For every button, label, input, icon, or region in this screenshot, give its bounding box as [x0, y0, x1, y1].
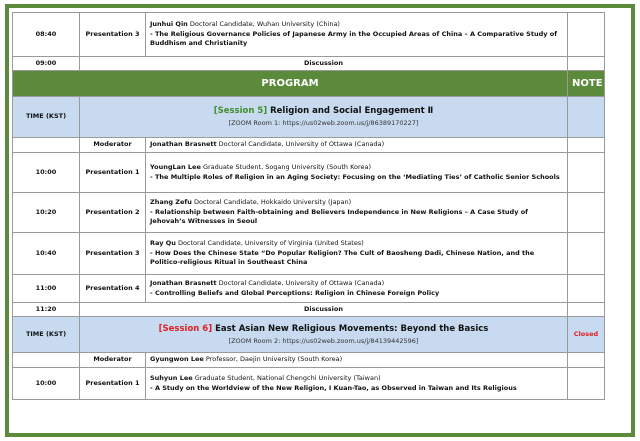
presentation-label: Presentation 2 — [80, 193, 146, 233]
table-row — [13, 233, 605, 275]
note-cell — [568, 57, 605, 71]
presentation-details — [146, 275, 568, 303]
time-cell: 11:20 — [13, 303, 80, 317]
presenter-affiliation: Doctoral Candidate, Wuhan University (China) — [189, 20, 340, 29]
note-cell — [568, 233, 605, 275]
discussion-label: Discussion — [80, 303, 568, 317]
discussion-row — [13, 57, 605, 71]
presentation-title: - A Study on the Worldview of the New Religion, I Kuan-Tao, as Observed in Taiwan and Its Religious — [150, 383, 517, 392]
time-cell: 10:40 — [13, 233, 80, 275]
presentation-title: - The Multiple Roles of Religion in an Aging Society: Focusing on the ‘Mediating Ties’ of Catholic Senior Schools — [150, 172, 560, 181]
presenter-affiliation: Doctoral Candidate, Hokkaido University (Japan) — [193, 198, 352, 207]
presentation-details — [146, 233, 568, 275]
presenter-name: Junhui Qin — [150, 20, 188, 29]
moderator-details — [146, 353, 568, 368]
discussion-row — [13, 303, 605, 317]
time-cell: 11:00 — [13, 275, 80, 303]
program-heading: PROGRAM — [13, 71, 568, 97]
session-5-header — [13, 97, 605, 138]
note-cell — [568, 193, 605, 233]
presentation-title: - Controlling Beliefs and Global Perceptions: Religion in Chinese Foreign Policy — [150, 288, 440, 297]
moderator-row — [13, 138, 605, 153]
presentation-label: Presentation 3 — [80, 233, 146, 275]
session-5-number: [Session 5] — [213, 106, 268, 116]
table-row — [13, 13, 605, 57]
presentation-label: Presentation 4 — [80, 275, 146, 303]
moderator-affiliation: Professor, Daejin University (South Korea) — [205, 355, 343, 364]
presentation-label: Presentation 1 — [80, 153, 146, 193]
time-cell: 09:00 — [13, 57, 80, 71]
presenter-affiliation: Doctoral Candidate, University of Virginia (United States) — [177, 239, 364, 248]
session-5-info — [80, 97, 568, 138]
presentation-label: Presentation 3 — [80, 13, 146, 57]
table-row — [13, 368, 605, 400]
moderator-affiliation: Doctoral Candidate, University of Ottawa (Canada) — [218, 140, 385, 149]
presenter-affiliation: Graduate Student, National Chengchi University (Taiwan) — [194, 374, 381, 382]
time-cell: 10:20 — [13, 193, 80, 233]
presentation-title: - How Does the Chinese State “Do Popular Religion? The Cult of Baosheng Dadi, Chinese Nation, and the Politico-religious Ritual in Southeast China — [150, 248, 535, 267]
note-cell — [568, 138, 605, 153]
note-cell — [568, 353, 605, 368]
time-cell: 08:40 — [13, 13, 80, 57]
table-row — [13, 275, 605, 303]
presenter-affiliation: Doctoral Candidate, University of Ottawa (Canada) — [218, 279, 385, 287]
note-heading: NOTE — [568, 71, 605, 97]
moderator-name: Gyungwon Lee — [150, 355, 204, 364]
moderator-label: Moderator — [80, 353, 146, 368]
presenter-affiliation: Graduate Student, Sogang University (South Korea) — [202, 163, 372, 171]
presentation-title: - The Religious Governance Policies of Japanese Army in the Occupied Areas of China – A Comparative Study of Buddhism and Christianity — [150, 29, 558, 48]
session-6-zoom-link[interactable]: [ZOOM Room 2: https://us02web.zoom.us/j/84139442596] — [228, 336, 419, 345]
moderator-details — [146, 138, 568, 153]
session-5-title — [84, 105, 563, 117]
table-row — [13, 193, 605, 233]
program-table — [12, 12, 605, 400]
presentation-title: - Relationship between Faith-obtaining and Believers Independence in New Religions – A Case Study of Jehovah’s Witnesses in Seoul — [150, 207, 529, 226]
time-cell — [13, 353, 80, 368]
closed-note: Closed — [568, 317, 605, 353]
table-row — [13, 153, 605, 193]
session-6-name: East Asian New Religious Movements: Beyond the Basics — [215, 323, 489, 334]
time-kst-label: TIME (KST) — [13, 317, 80, 353]
presentation-details — [146, 368, 568, 400]
session-6-number: [Session 6] — [158, 323, 213, 334]
presenter-name: Jonathan Brasnett — [150, 279, 217, 287]
session-6-title — [84, 323, 563, 335]
moderator-label: Moderator — [80, 138, 146, 153]
presentation-details — [146, 193, 568, 233]
time-cell: 10:00 — [13, 153, 80, 193]
session-5-zoom-link[interactable]: [ZOOM Room 1: https://us02web.zoom.us/j/86389170227] — [228, 119, 419, 127]
session-5-name: Religion and Social Engagement Ⅱ — [270, 106, 434, 116]
session-6-header — [13, 317, 605, 353]
presentation-details — [146, 13, 568, 57]
note-cell — [568, 13, 605, 57]
moderator-row — [13, 353, 605, 368]
presentation-details — [146, 153, 568, 193]
note-cell — [568, 153, 605, 193]
time-cell: 10:00 — [13, 368, 80, 400]
discussion-label: Discussion — [80, 57, 568, 71]
time-kst-label: TIME (KST) — [13, 97, 80, 138]
time-cell — [13, 138, 80, 153]
note-cell — [568, 97, 605, 138]
note-cell — [568, 368, 605, 400]
program-header-row — [13, 71, 605, 97]
presentation-label: Presentation 1 — [80, 368, 146, 400]
note-cell — [568, 303, 605, 317]
presenter-name: YoungLan Lee — [150, 163, 201, 171]
presenter-name: Ray Qu — [150, 239, 176, 248]
moderator-name: Jonathan Brasnett — [150, 140, 217, 149]
note-cell — [568, 275, 605, 303]
presenter-name: Zhang Zefu — [150, 198, 192, 207]
presenter-name: Suhyun Lee — [150, 374, 193, 382]
session-6-info — [80, 317, 568, 353]
